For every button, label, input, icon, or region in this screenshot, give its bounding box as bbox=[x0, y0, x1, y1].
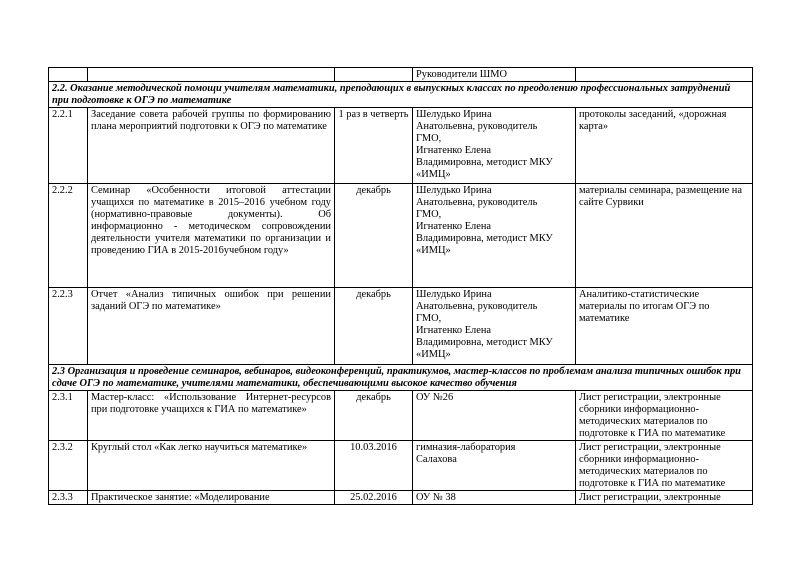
date-cell: 25.02.2016 bbox=[335, 491, 413, 505]
table-row bbox=[49, 491, 753, 505]
responsible-cell bbox=[413, 184, 576, 288]
table-row bbox=[49, 441, 753, 491]
responsible-line: ОУ №26 bbox=[416, 392, 454, 403]
row-number: 2.2.2 bbox=[49, 184, 88, 288]
responsible-line: «ИМЦ» bbox=[416, 169, 451, 180]
responsible-line: Игнатенко Елена bbox=[416, 221, 492, 232]
result-cell: Лист регистрации, электронные сборники информационно-методических материалов по подготовке к ГИА по математике bbox=[576, 391, 753, 441]
responsible-line: Шелудько Ирина bbox=[416, 289, 492, 300]
result-cell: Аналитико-статистические материалы по итогам ОГЭ по математике bbox=[576, 288, 753, 365]
plan-table bbox=[48, 67, 753, 505]
responsible-line: Шелудько Ирина bbox=[416, 185, 492, 196]
row-number: 2.2.1 bbox=[49, 108, 88, 184]
responsible-cell bbox=[413, 108, 576, 184]
table-row bbox=[49, 108, 753, 184]
responsible-line: ГМО, bbox=[416, 209, 442, 220]
responsible-line: Салахова bbox=[416, 454, 457, 465]
responsible-line: ГМО, bbox=[416, 133, 442, 144]
section-heading: 2.3 Организация и проведение семинаров, вебинаров, видеоконференций, практикумов, мастер-классов по проблемам анализа типичных ошибок при сдаче ОГЭ по математике, учителями математики, обеспечивающими высокое качество обучения bbox=[49, 365, 753, 391]
responsible-line: Анатольевна, руководитель bbox=[416, 301, 538, 312]
result-cell: Лист регистрации, электронные сборники информационно-методических материалов по подготовке к ГИА по математике bbox=[576, 441, 753, 491]
result-cell: Лист регистрации, электронные bbox=[576, 491, 753, 505]
event-cell: Мастер-класс: «Использование Интернет-ресурсов при подготовке учащихся к ГИА по математике» bbox=[88, 391, 335, 441]
responsible-line: Владимировна, методист МКУ bbox=[416, 233, 553, 244]
responsible-cell bbox=[413, 441, 576, 491]
row-number: 2.3.1 bbox=[49, 391, 88, 441]
date-cell: декабрь bbox=[335, 184, 413, 288]
responsible-line: Шелудько Ирина bbox=[416, 109, 492, 120]
table-row bbox=[49, 68, 753, 82]
responsible-cell bbox=[413, 288, 576, 365]
responsible-line: Игнатенко Елена bbox=[416, 145, 492, 156]
row-number: 2.2.3 bbox=[49, 288, 88, 365]
table-row bbox=[49, 288, 753, 365]
responsible-line: Анатольевна, руководитель bbox=[416, 121, 538, 132]
date-cell: декабрь bbox=[335, 391, 413, 441]
event-cell: Отчет «Анализ типичных ошибок при решении заданий ОГЭ по математике» bbox=[88, 288, 335, 365]
responsible-cell bbox=[413, 391, 576, 441]
responsible-line: «ИМЦ» bbox=[416, 349, 451, 360]
event-cell: Семинар «Особенности итоговой аттестации учащихся по математике в 2015–2016 учебном году (нормативно-правовые документы). Об информационно - методическом сопровождении деятельности учителя математики по организации и проведению ГИА в 2015-2016учебном году» bbox=[88, 184, 335, 288]
responsible-line: гимназия-лаборатория bbox=[416, 442, 516, 453]
responsible-cell: Руководители ШМО bbox=[413, 68, 576, 82]
result-cell: протоколы заседаний, «дорожная карта» bbox=[576, 108, 753, 184]
row-number: 2.3.2 bbox=[49, 441, 88, 491]
result-cell: материалы семинара, размещение на сайте Сурвики bbox=[576, 184, 753, 288]
responsible-line: «ИМЦ» bbox=[416, 245, 451, 256]
table-row bbox=[49, 184, 753, 288]
responsible-line: Владимировна, методист МКУ bbox=[416, 157, 553, 168]
event-cell: Практическое занятие: «Моделирование bbox=[88, 491, 335, 505]
responsible-line: Владимировна, методист МКУ bbox=[416, 337, 553, 348]
responsible-line: Анатольевна, руководитель bbox=[416, 197, 538, 208]
responsible-line: ГМО, bbox=[416, 313, 442, 324]
date-cell: декабрь bbox=[335, 288, 413, 365]
date-cell: 1 раз в четверть bbox=[335, 108, 413, 184]
event-cell: Круглый стол «Как легко научиться математике» bbox=[88, 441, 335, 491]
date-cell: 10.03.2016 bbox=[335, 441, 413, 491]
section-row bbox=[49, 365, 753, 391]
responsible-cell bbox=[413, 491, 576, 505]
table-row bbox=[49, 391, 753, 441]
row-number: 2.3.3 bbox=[49, 491, 88, 505]
responsible-line: ОУ № 38 bbox=[416, 492, 456, 503]
responsible-line: Игнатенко Елена bbox=[416, 325, 492, 336]
section-heading: 2.2. Оказание методической помощи учителям математики, преподающих в выпускных классах по преодолению профессиональных затруднений при подготовке к ОГЭ по математике bbox=[49, 82, 753, 108]
event-cell: Заседание совета рабочей группы по формированию плана мероприятий подготовки к ОГЭ по математике bbox=[88, 108, 335, 184]
section-row bbox=[49, 82, 753, 108]
